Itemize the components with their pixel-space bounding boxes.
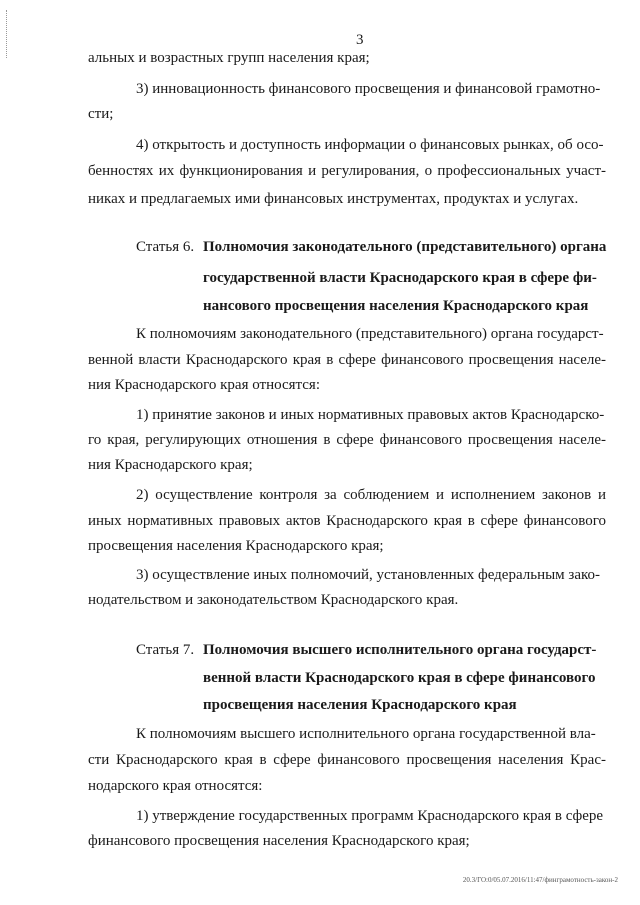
text-line: иных нормативных правовых актов Краснодарского края в сфере финансового	[88, 513, 606, 529]
article-7-title: Полномочия высшего исполнительного органа государст-	[203, 642, 597, 658]
text-line: альных и возрастных групп населения края;	[88, 50, 370, 66]
article-6-label: Статья 6.	[136, 239, 195, 255]
text-line: никах и предлагаемых ими финансовых инструментах, продуктах и услугах.	[88, 191, 579, 207]
text-line: 1) утверждение государственных программ Краснодарского края в сфере	[136, 808, 604, 824]
article-7-title: просвещения населения Краснодарского края	[203, 697, 517, 713]
text-line: 2) осуществление контроля за соблюдением и исполнением законов и	[136, 487, 606, 503]
text-line: 3) осуществление иных полномочий, установленных федеральным зако-	[136, 567, 601, 583]
text-line: сти;	[88, 106, 114, 122]
text-line: ния Краснодарского края относятся:	[88, 377, 320, 393]
text-line: ния Краснодарского края;	[88, 457, 253, 473]
text-line: го края, регулирующих отношения в сфере финансового просвещения населе-	[88, 432, 606, 448]
text-line: венной власти Краснодарского края в сфере финансового просвещения населе-	[88, 352, 606, 368]
text-line: нодательством и законодательством Краснодарского края.	[88, 592, 459, 608]
text-line: нодарского края относятся:	[88, 778, 263, 794]
scan-edge-mark	[6, 10, 7, 58]
article-6-title: нансового просвещения населения Краснодарского края	[203, 298, 589, 314]
text-line: К полномочиям высшего исполнительного органа государственной вла-	[136, 726, 596, 742]
article-7-label: Статья 7.	[136, 642, 195, 658]
article-6-title: государственной власти Краснодарского края в сфере фи-	[203, 270, 597, 286]
text-line: 1) принятие законов и иных нормативных правовых актов Краснодарско-	[136, 407, 605, 423]
text-line: К полномочиям законодательного (представительного) органа государст-	[136, 326, 604, 342]
page-number: 3	[356, 32, 364, 48]
text-line: 4) открытость и доступность информации о финансовых рынках, об осо-	[136, 137, 604, 153]
document-footer: 20.3/ГО:0/05.07.2016/11:47/финграмотность-закон-2	[462, 876, 618, 884]
text-line: сти Краснодарского края в сфере финансового просвещения населения Крас-	[88, 752, 606, 768]
text-line: 3) инновационность финансового просвещения и финансовой грамотно-	[136, 81, 601, 97]
text-line: финансового просвещения населения Краснодарского края;	[88, 833, 470, 849]
article-6-title: Полномочия законодательного (представительного) органа	[203, 239, 607, 255]
text-line: просвещения населения Краснодарского края;	[88, 538, 384, 554]
article-7-title: венной власти Краснодарского края в сфере финансового	[203, 670, 596, 686]
text-line: бенностях их функционирования и регулирования, о профессиональных участ-	[88, 163, 606, 179]
